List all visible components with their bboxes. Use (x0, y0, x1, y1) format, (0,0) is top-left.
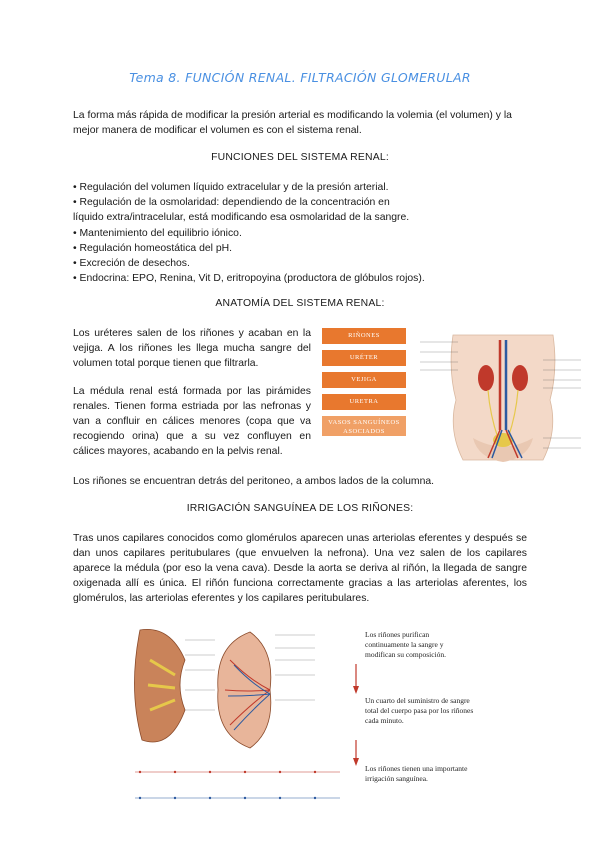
page-title: Tema 8. FUNCIÓN RENAL. FILTRACIÓN GLOMERULAR (129, 70, 471, 85)
anatomia-paragraph-2: La médula renal está formada por las pirámides renales. Tienen forma estriada por las nefronas y van a confluir en cálices menores (copa que va recogiendo orina) que a su vez confluyen en cálices mayores, acabando en la pelvis renal. (73, 386, 311, 457)
urinary-system-figure (418, 330, 583, 465)
anatomia-paragraph-1: Los uréteres salen de los riñones y acaban en la vejiga. A los riñones les llega mucha sangre del volumen total porque tienen que filtrarla. (73, 328, 311, 369)
list-item: • Regulación de la osmolaridad: dependiendo de la concentración en (73, 197, 390, 209)
irrigacion-paragraph: Tras unos capilares conocidos como glomérulos aparecen unas arteriolas eferentes y después se dan unos capilares peritubulares (que envuelven la nefrona). Una vez salen de los capilares aparece la médula (por eso la vena cava). Desde la aorta se deriva al riñón, la llegada de sangre oxigenada allí es única. El riñón funciona correctamente gracias a las arteriolas aferentes, los glomérulos, las arteriolas eferentes y los capilares peritubulares. (73, 533, 527, 604)
intro-paragraph: La forma más rápida de modificar la presión arterial es modificando la volemia (el volumen) y la mejor manera de modificar el volumen es con el sistema renal. (73, 110, 512, 136)
arrow-down-icon (353, 740, 359, 766)
organ-box-rinones: RIÑONES (322, 328, 406, 344)
arrow-down-icon (353, 664, 359, 694)
list-item: • Excreción de desechos. (73, 258, 190, 270)
funciones-heading: FUNCIONES DEL SISTEMA RENAL: (211, 152, 389, 163)
list-item: líquido extra/intracelular, está modificando esa osmolaridad de la sangre. (73, 212, 410, 224)
list-item: • Regulación homeostática del pH. (73, 242, 233, 254)
list-item: • Regulación del volumen líquido extracelular y de la presión arterial. (73, 182, 389, 193)
organ-box-vasos: VASOS SANGUÍNEOS ASOCIADOS (322, 416, 406, 436)
anatomia-paragraph-3: Los riñones se encuentran detrás del peritoneo, a ambos lados de la columna. (73, 476, 435, 487)
irrigacion-heading: IRRIGACIÓN SANGUÍNEA DE LOS RIÑONES: (186, 503, 414, 514)
flow-note-2: Un cuarto del suministro de sangre total del cuerpo pasa por los riñones cada minuto. (365, 696, 474, 725)
kidney-section-figure (130, 620, 360, 815)
anatomia-heading: ANATOMÍA DEL SISTEMA RENAL: (215, 298, 385, 309)
list-item: • Endocrina: EPO, Renina, Vit D, eritropoyina (productora de glóbulos rojos). (73, 273, 425, 285)
funciones-list (73, 180, 543, 286)
flow-note-3: Los riñones tienen una importante irrigación sanguínea. (365, 764, 468, 783)
organ-box-ureter: URÉTER (322, 350, 406, 366)
flow-note-1: Los riñones purifican continuamente la sangre y modifican su composición. (365, 630, 447, 659)
organ-box-vejiga: VEJIGA (322, 372, 406, 388)
organ-box-uretra: URETRA (322, 394, 406, 410)
list-item: • Mantenimiento del equilibrio iónico. (73, 227, 242, 239)
